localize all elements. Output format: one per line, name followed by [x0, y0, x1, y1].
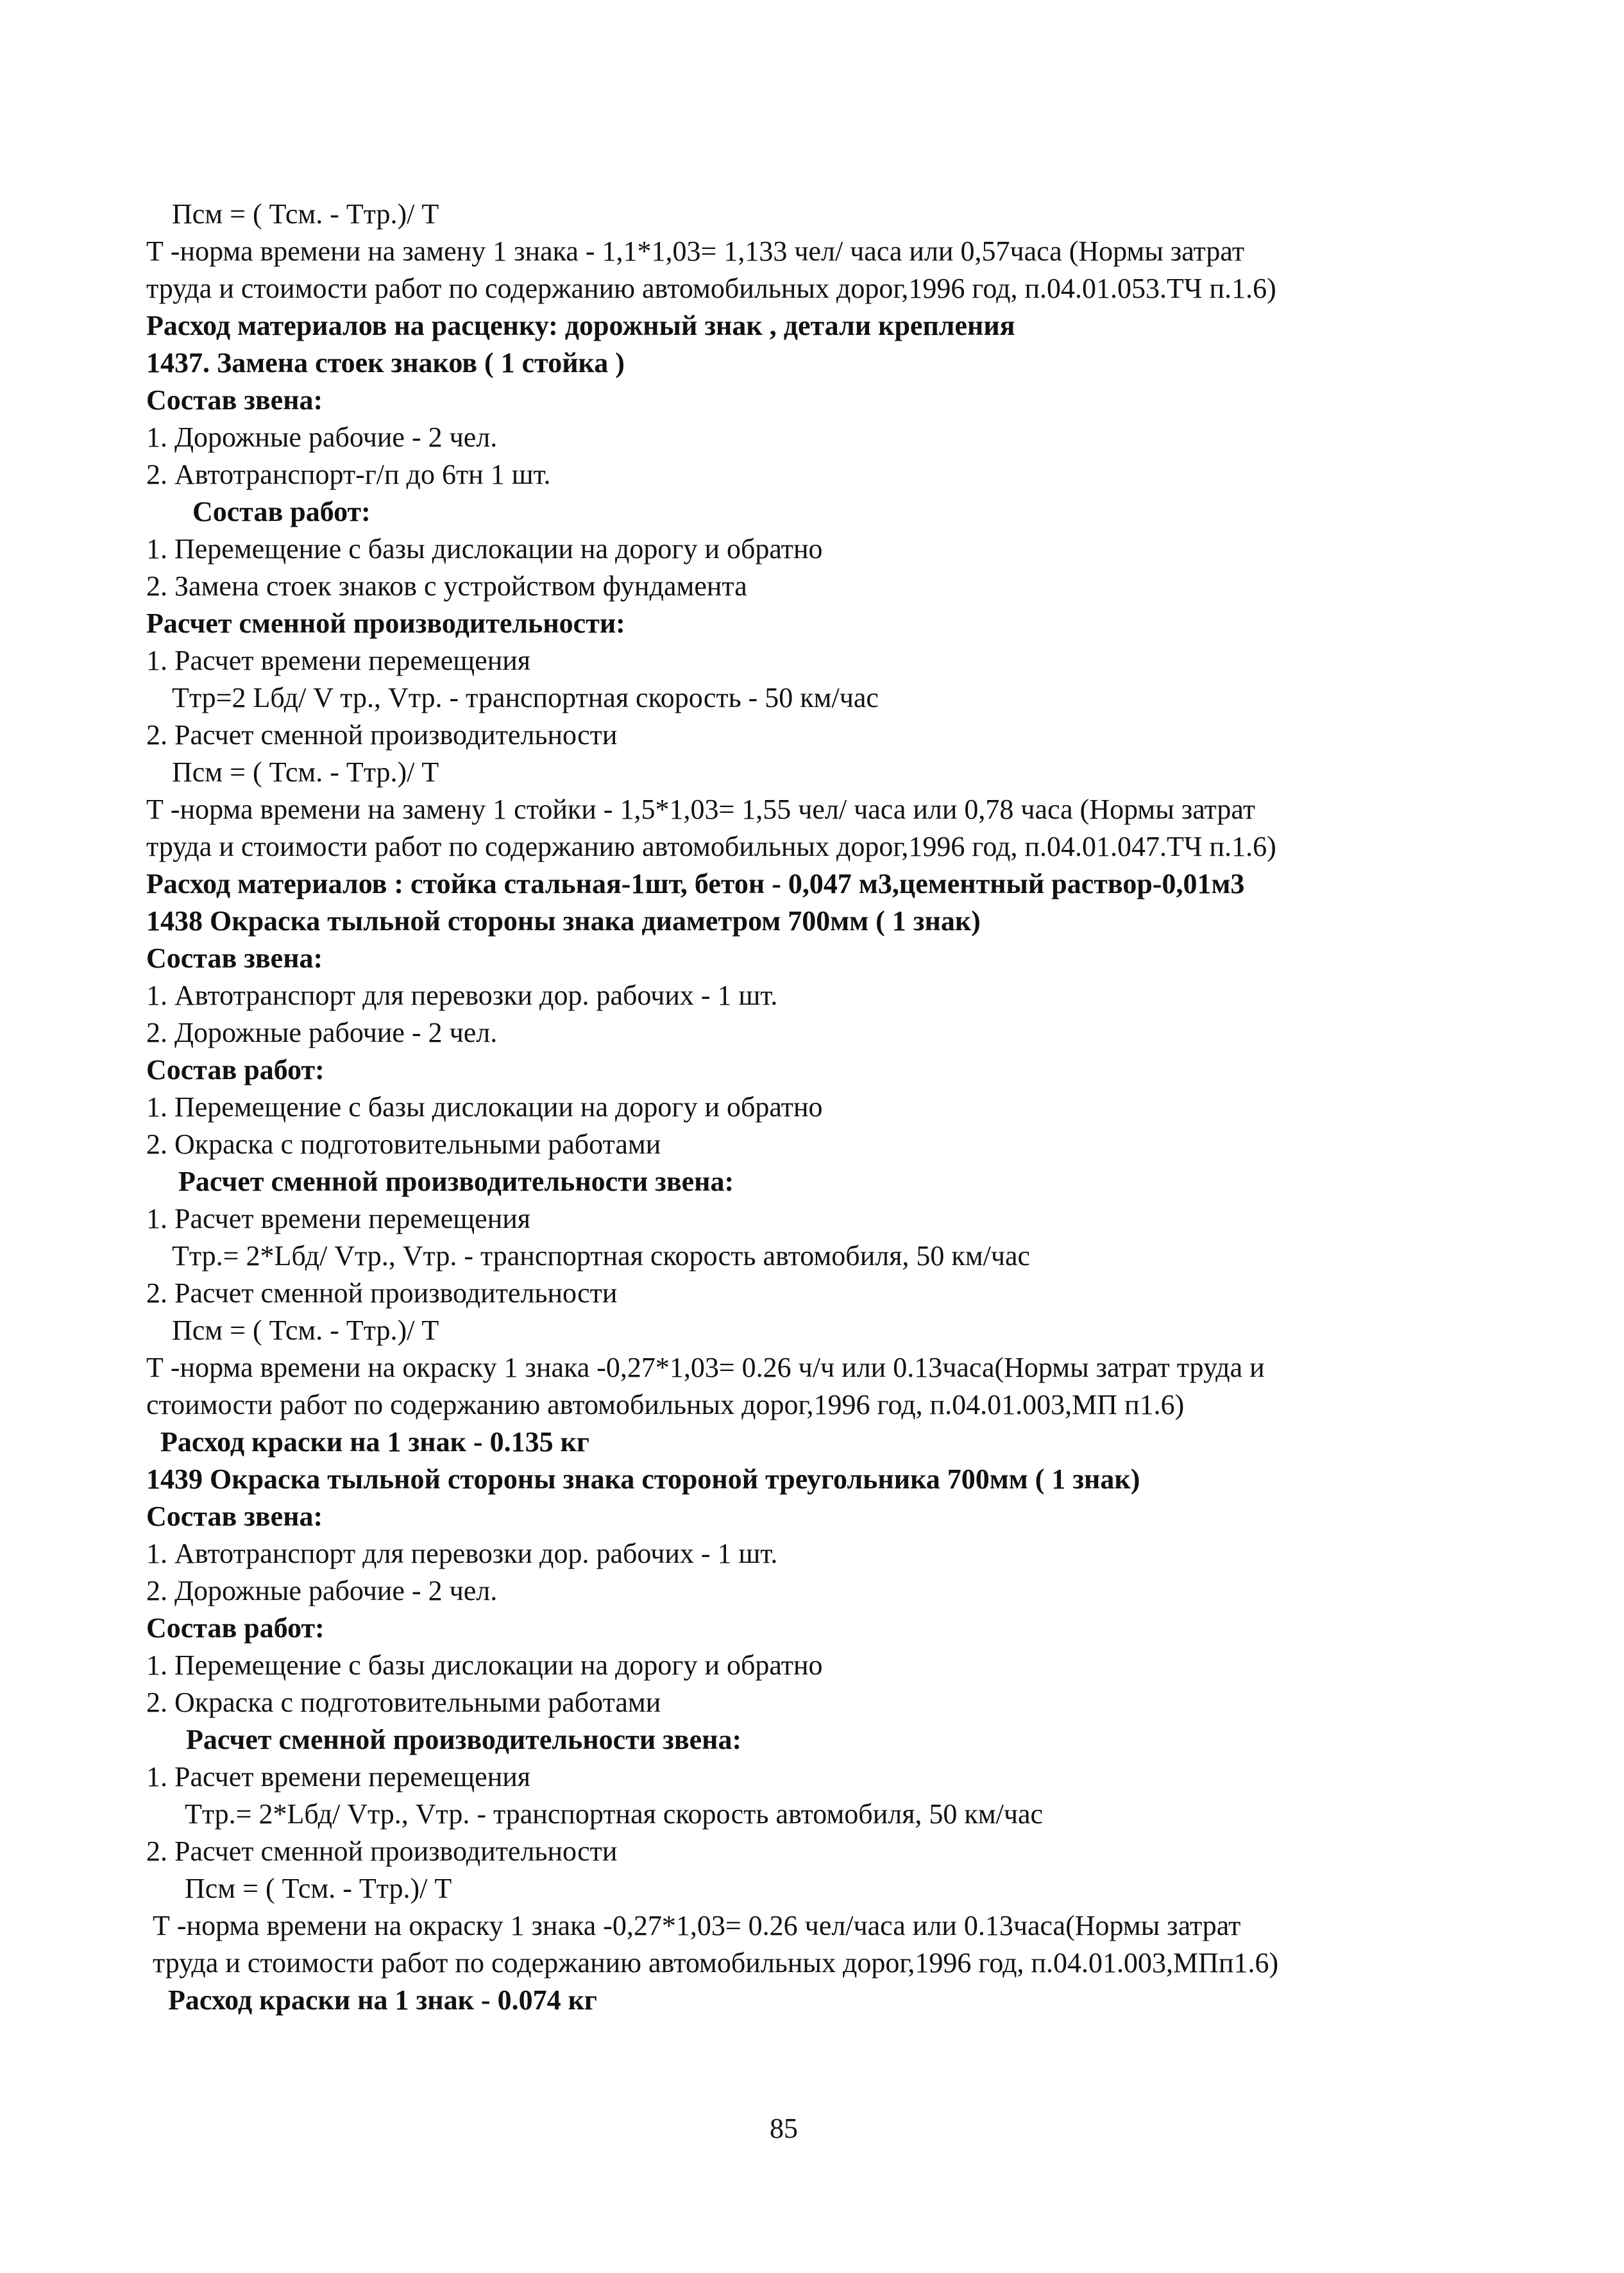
formula-ttr-1437: Ттр=2 Lбд/ V тр., Vтр. - транспортная скорость - 50 км/час — [172, 682, 879, 713]
list-item: 2. Дорожные рабочие - 2 чел. — [146, 1017, 498, 1048]
crew-heading-1437: Состав звена: — [146, 384, 323, 416]
formula-ttr-1439: Ттр.= 2*Lбд/ Vтр., Vтр. - транспортная скорость автомобиля, 50 км/час — [185, 1798, 1044, 1830]
list-item: 1. Расчет времени перемещения — [146, 1761, 531, 1792]
list-item: 2. Окраска с подготовительными работами — [146, 1687, 661, 1718]
list-item: 1. Перемещение с базы дислокации на дорогу и обратно — [146, 1649, 823, 1681]
materials-heading-1: Расход материалов на расценку: дорожный знак , детали крепления — [146, 310, 1015, 341]
norm-text-1a: Т -норма времени на замену 1 знака - 1,1*1,03= 1,133 чел/ часа или 0,57часа (Нормы затрат — [146, 235, 1245, 267]
list-item: 1. Автотранспорт для перевозки дор. рабочих - 1 шт. — [146, 980, 778, 1011]
works-heading-1438: Состав работ: — [146, 1054, 325, 1085]
formula-ttr-1438: Ттр.= 2*Lбд/ Vтр., Vтр. - транспортная скорость автомобиля, 50 км/час — [172, 1240, 1031, 1272]
crew-heading-1439: Состав звена: — [146, 1501, 323, 1532]
list-item: 2. Расчет сменной производительности — [146, 1835, 618, 1867]
list-item: 2. Окраска с подготовительными работами — [146, 1128, 661, 1160]
paint-consumption-1438: Расход краски на 1 знак - 0.135 кг — [160, 1426, 589, 1458]
list-item: 2. Автотранспорт-г/п до 6тн 1 шт. — [146, 459, 551, 490]
norm-text-1438a: Т -норма времени на окраску 1 знака -0,27*1,03= 0.26 ч/ч или 0.13часа(Нормы затрат труда и — [146, 1352, 1265, 1383]
section-heading-1438: 1438 Окраска тыльной стороны знака диаметром 700мм ( 1 знак) — [146, 905, 981, 937]
norm-text-1b: труда и стоимости работ по содержанию автомобильных дорог,1996 год, п.04.01.053.ТЧ п.1.6) — [146, 273, 1276, 304]
formula-psm-1437: Псм = ( Тсм. - Ттр.)/ Т — [172, 756, 439, 788]
list-item: 1. Расчет времени перемещения — [146, 1203, 531, 1234]
calc-heading-1439: Расчет сменной производительности звена: — [186, 1724, 742, 1755]
formula-psm-1: Псм = ( Тсм. - Ттр.)/ Т — [172, 198, 439, 230]
list-item: 2. Дорожные рабочие - 2 чел. — [146, 1575, 498, 1606]
paint-consumption-1439: Расход краски на 1 знак - 0.074 кг — [168, 1984, 597, 2016]
norm-text-1437a: Т -норма времени на замену 1 стойки - 1,5*1,03= 1,55 чел/ часа или 0,78 часа (Нормы затрат — [146, 794, 1255, 825]
list-item: 2. Замена стоек знаков с устройством фундамента — [146, 570, 747, 602]
list-item: 2. Расчет сменной производительности — [146, 1277, 618, 1309]
materials-heading-1437: Расход материалов : стойка стальная-1шт, бетон - 0,047 м3,цементный раствор-0,01м3 — [146, 868, 1245, 899]
list-item: 1. Перемещение с базы дислокации на дорогу и обратно — [146, 533, 823, 565]
calc-heading-1438: Расчет сменной производительности звена: — [178, 1166, 734, 1197]
formula-psm-1439: Псм = ( Тсм. - Ттр.)/ Т — [185, 1873, 452, 1904]
list-item: 1. Дорожные рабочие - 2 чел. — [146, 421, 498, 453]
section-heading-1437: 1437. Замена стоек знаков ( 1 стойка ) — [146, 347, 625, 379]
page-number: 85 — [770, 2113, 798, 2144]
formula-psm-1438: Псм = ( Тсм. - Ттр.)/ Т — [172, 1315, 439, 1346]
list-item: 1. Расчет времени перемещения — [146, 645, 531, 676]
crew-heading-1438: Состав звена: — [146, 942, 323, 974]
list-item: 1. Перемещение с базы дислокации на дорогу и обратно — [146, 1091, 823, 1123]
norm-text-1439b: труда и стоимости работ по содержанию автомобильных дорог,1996 год, п.04.01.003,МПп1.6) — [153, 1947, 1279, 1979]
norm-text-1438b: стоимости работ по содержанию автомобильных дорог,1996 год, п.04.01.003,МП п1.6) — [146, 1389, 1185, 1420]
works-heading-1437: Состав работ: — [192, 496, 371, 527]
norm-text-1437b: труда и стоимости работ по содержанию автомобильных дорог,1996 год, п.04.01.047.ТЧ п.1.6) — [146, 831, 1276, 862]
works-heading-1439: Состав работ: — [146, 1612, 325, 1644]
calc-heading-1437: Расчет сменной производительности: — [146, 608, 625, 639]
list-item: 1. Автотранспорт для перевозки дор. рабочих - 1 шт. — [146, 1538, 778, 1569]
section-heading-1439: 1439 Окраска тыльной стороны знака стороной треугольника 700мм ( 1 знак) — [146, 1463, 1140, 1495]
norm-text-1439a: Т -норма времени на окраску 1 знака -0,27*1,03= 0.26 чел/часа или 0.13часа(Нормы затрат — [153, 1910, 1241, 1941]
list-item: 2. Расчет сменной производительности — [146, 719, 618, 751]
